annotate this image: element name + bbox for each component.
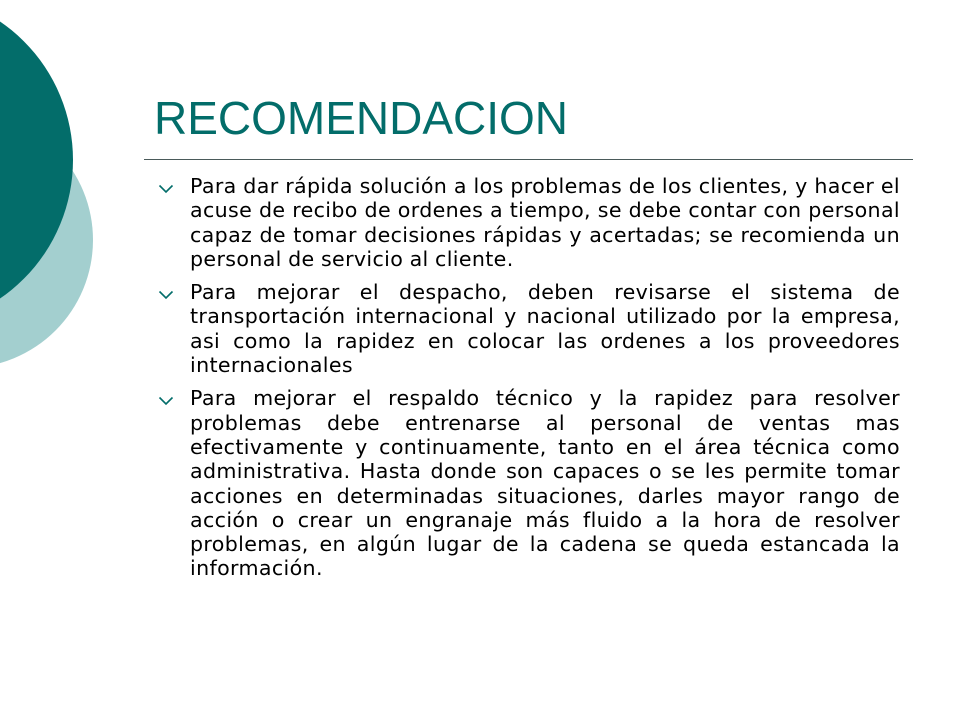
bullet-text: Para dar rápida solución a los problemas de los clientes, y hacer el acuse de recibo de ordenes a tiempo, se debe contar con personal capaz de tomar decisiones rápidas y acertadas; se recomienda un personal de servicio al cliente. (190, 174, 900, 271)
chevron-bullet-icon (158, 394, 174, 408)
chevron-bullet-icon (158, 182, 174, 196)
chevron-bullet-icon (158, 288, 174, 302)
bullet-item (154, 280, 900, 377)
decorative-circles (0, 0, 120, 420)
bullet-text: Para mejorar el respaldo técnico y la rapidez para resolver problemas debe entrenarse al personal de ventas mas efectivamente y continuamente, tanto en el área técnica como administrativa. Hasta donde son capaces o se les permite tomar acciones en determinadas situaciones, darles mayor rango de acción o crear un engranaje más fluido a la hora de resolver problemas, en algún lugar de la cadena se queda estancada la información. (190, 386, 900, 581)
bullet-item (154, 386, 900, 580)
title-divider (144, 159, 913, 160)
bullet-list (154, 174, 900, 590)
bullet-item (154, 174, 900, 271)
slide-title: RECOMENDACION (154, 92, 569, 144)
bullet-text: Para mejorar el despacho, deben revisarse el sistema de transportación internacional y nacional utilizado por la empresa, asi como la rapidez en colocar las ordenes a los proveedores internacionales (190, 280, 900, 378)
